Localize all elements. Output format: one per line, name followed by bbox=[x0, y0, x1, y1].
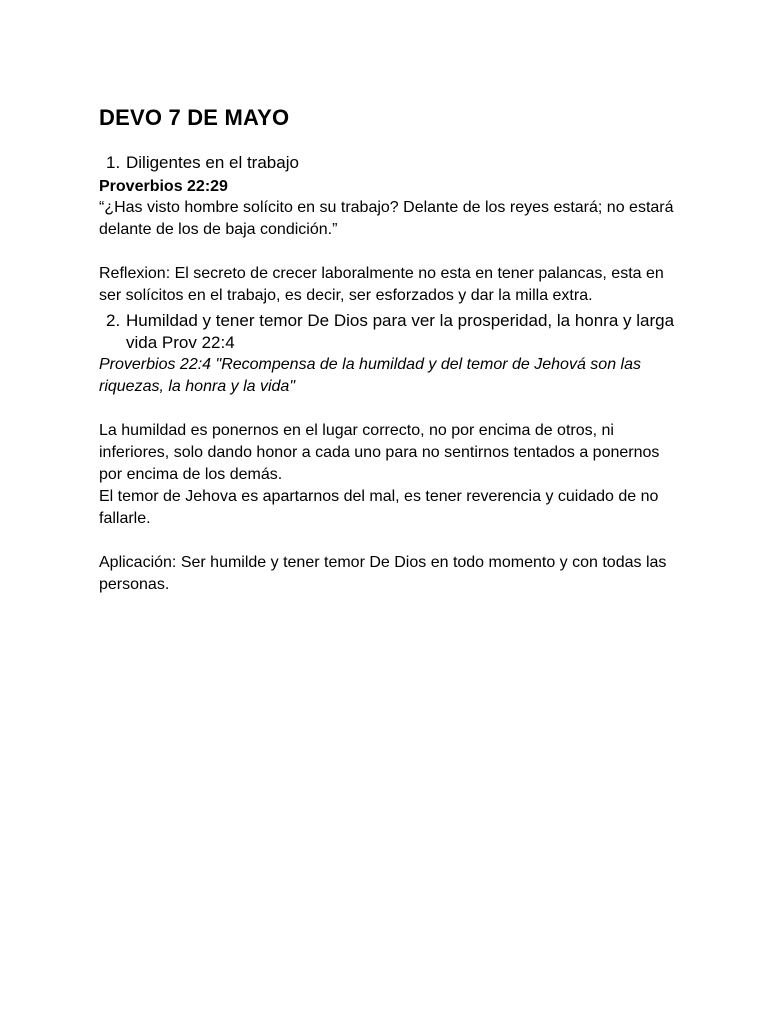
list-item-number: 2. bbox=[106, 311, 121, 330]
spacer bbox=[99, 241, 679, 263]
verse-reference: Proverbios 22:29 bbox=[99, 178, 228, 195]
document-title: DEVO 7 DE MAYO bbox=[99, 105, 290, 130]
spacer bbox=[99, 530, 679, 552]
list-item-heading: Diligentes en el trabajo bbox=[126, 153, 299, 172]
reflection-paragraph: Reflexion: El secreto de crecer laboralmente no esta en tener palancas, esta en ser solícitos en el trabajo, es decir, ser esforzados y dar la milla extra. bbox=[99, 265, 664, 304]
verse-quote: “¿Has visto hombre solícito en su trabajo? Delante de los reyes estará; no estará delante de los de baja condición.” bbox=[99, 199, 674, 238]
list-item-heading: Humildad y tener temor De Dios para ver la prosperidad, la honra y larga vida Prov 22:4 bbox=[126, 311, 675, 352]
list-item-2 bbox=[99, 310, 679, 354]
application-paragraph: Aplicación: Ser humilde y tener temor De Dios en todo momento y con todas las personas. bbox=[99, 554, 667, 593]
verse-quote-italic: Proverbios 22:4 "Recompensa de la humildad y del temor de Jehová son las riquezas, la honra y la vida" bbox=[99, 356, 641, 395]
spacer bbox=[99, 398, 679, 420]
fear-paragraph: El temor de Jehova es apartarnos del mal, es tener reverencia y cuidado de no fallarle. bbox=[99, 488, 659, 527]
humility-paragraph: La humildad es ponernos en el lugar correcto, no por encima de otros, ni inferiores, solo dando honor a cada uno para no sentirnos tentados a ponernos por encima de los demás. bbox=[99, 422, 660, 483]
document-page bbox=[99, 104, 679, 596]
list-item-number: 1. bbox=[106, 153, 121, 172]
list-item-1 bbox=[99, 152, 679, 174]
